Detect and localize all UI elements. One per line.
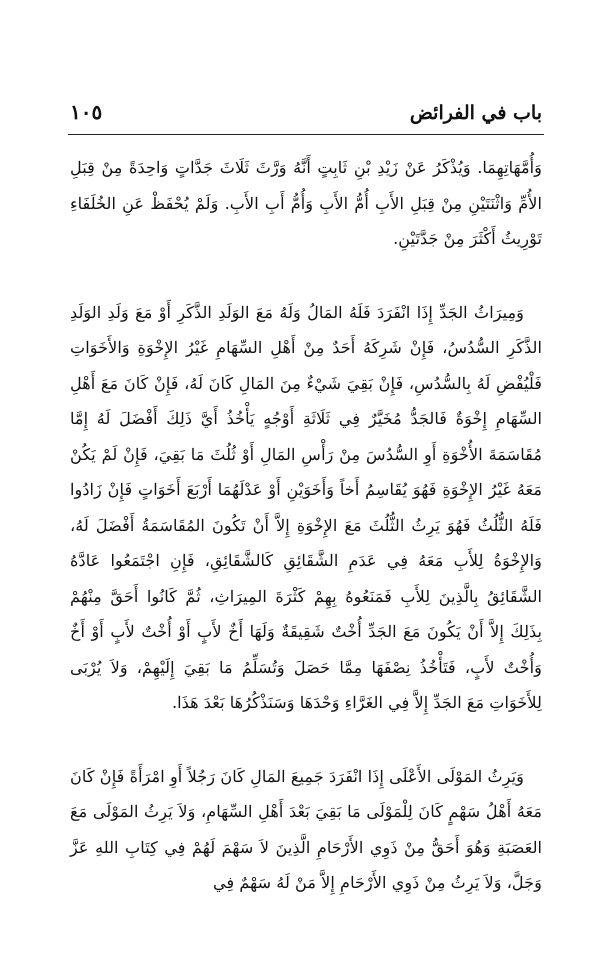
paragraph-grandfather-inheritance: وَمِيرَاثُ الجَدِّ إِذَا انْفَرَدَ فَلَهُ المَالُ وَلَهُ مَعَ الوَلَدِ الذَّكَرِ أَوْ مَعَ وَلَدِ الوَلَدِ الذَّكَرِ السُّدُسُ، فَإِنْ شَرِكَهُ أَحَدٌ مِنْ أَهْلِ السِّهَامِ غَيْرُ الإِخْوَةِ وَالأَخَوَاتِ فَلْيُفْضِ لَهُ بِالسُّدُسِ، فَإِنْ بَقِيَ شَيْءٌ مِنَ المَالِ كَانَ لَهُ، فَإِنْ كَانَ مَعَ أَهْلِ السِّهَامِ إِخْوَةٌ فَالجَدُّ مُخَيَّرٌ فِي ثَلَاثَةِ أَوْجُهٍ يَأْخُذُ أَيَّ ذَلِكَ أَفْضَلَ لَهُ إِمَّا مُقَاسَمَةَ الأُخْوَةِ أَوِ السُّدُسَ مِنْ رَأْسِ المَالِ أَوْ ثُلُثَ مَا بَقِيَ، فَإِنْ لَمْ يَكُنْ مَعَهُ غَيْرُ الإِخْوَةِ فَهُوَ يُقَاسِمُ أَخاً وَأَخَوَيْنِ أَوْ عَدْلَهُمَا أَرْبَعَ أَخَوَاتٍ فَإِنْ زَادُوا فَلَهُ الثُّلُثُ فَهُوَ يَرِثُ الثُّلُثَ مَعَ الإِخْوَةِ إِلاَّ أَنْ تَكُونَ المُقَاسَمَةُ أَفْضَلَ لَهُ، وَالإِخْوَةُ لِلأَبِ مَعَهُ فِي عَدَمِ الشَّقَائِقِ كَالشَّقَائِقِ، فَإِنِ اجْتَمَعُوا عَادَّهُ الشَّقَائِقُ بِالَّذِينَ لِلأَبِ فَمَنَعُوهُ بِهِمْ كَثْرَةَ المِيرَاثِ، ثُمَّ كَانُوا أَحَقَّ مِنْهُمْ بِذَلِكَ إِلاَّ أَنْ يَكُونَ مَعَ الجَدِّ أُخْتٌ شَقِيقَةٌ وَلَهَا أَخٌ لأَبٍ أَوْ أُخْتٌ لأَبٍ أَوْ أَخٌ وَأُخْتٌ لأَبٍ، فَتَأْخُذُ نِصْفَهَا مِمَّا حَصَلَ وَتُسَلِّمُ مَا بَقِيَ إِلَيْهِمْ، وَلاَ يُرْبَى لِلأَخَوَاتِ مَعَ الجَدِّ إِلاَّ فِي الغَرَّاءِ وَحْدَهَا وَسَنَذْكُرُهَا بَعْدَ هَذَا.	[70, 302, 542, 712]
running-title: باب في الفرائض	[409, 102, 542, 124]
page-header	[70, 96, 542, 130]
page-number: ١٠٥	[70, 100, 103, 124]
paragraph-patron-inheritance: وَيَرِثُ المَوْلَى الأَعْلَى إِذَا انْفَرَدَ جَمِيعَ المَالِ كَانَ رَجُلاً أَوِ امْرَأَةً فَإِنْ كَانَ مَعَهُ أَهْلُ سَهْمٍ كَانَ لِلْمَوْلَى مَا بَقِيَ بَعْدَ أَهْلِ السِّهَامِ، وَلاَ يَرِثُ المَوْلَى مَعَ العَصَبَةِ وَهُوَ أَحَقُّ مِنْ ذَوِي الأَرْحَامِ الَّذِينَ لاَ سَهْمَ لَهُمْ فِي كِتَابِ اللهِ عَزَّ وَجَلَّ، وَلاَ يَرِثُ مِنْ ذَوِي الأَرْحَامِ إِلاَّ مَنْ لَهُ سَهْمٌ فِي	[70, 766, 542, 892]
header-divider	[68, 134, 544, 135]
paragraph-grandmothers: وَأُمَّهَاتِهِمَا. وَيُذْكَرُ عَنْ زَيْدِ بْنِ ثَابِتٍ أَنَّهُ وَرَّثَ ثَلَاثَ جَدَّاتٍ وَاحِدَةً مِنْ قِبَلِ الأُمِّ وَاثْنَتَيْنِ مِنْ قِبَلِ الأَبِ أُمُّ الأَبِ وَأُمُّ أَبِ الأَبِ. وَلَمْ يُحْفَظْ عَنِ الخُلَفَاءِ تَوْرِيثُ أَكْثَرَ مِنْ جَدَّتَيْنِ.	[70, 158, 542, 248]
body-text	[70, 150, 542, 901]
